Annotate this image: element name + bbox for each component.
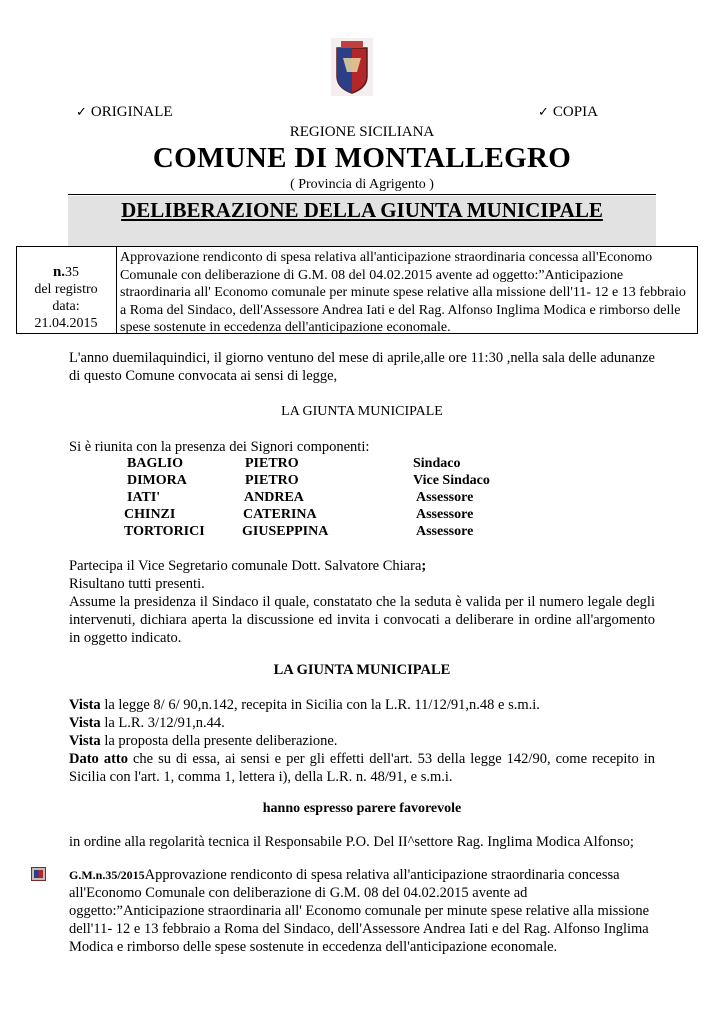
- registro-date: 21.04.2015: [34, 316, 98, 331]
- member-surname: DIMORA: [127, 473, 187, 488]
- member-row: [0, 473, 724, 490]
- parere-heading: hanno espresso parere favorevole: [262, 801, 462, 816]
- vista-line: Vista la proposta della presente deliberazione.: [69, 733, 338, 749]
- deliberazione-title: DELIBERAZIONE DELLA GIUNTA MUNICIPALE: [121, 198, 603, 222]
- gm-reference: G.M.n.35/2015: [69, 868, 145, 882]
- member-row: [0, 507, 724, 524]
- provincia-subtitle: ( Provincia di Agrigento ): [290, 177, 434, 192]
- section-heading: LA GIUNTA MUNICIPALE: [281, 404, 443, 419]
- partecipa-paragraph: Partecipa il Vice Segretario comunale Dott. Salvatore Chiara;: [69, 558, 427, 574]
- document-stamp-icon: [31, 867, 46, 881]
- region-title: REGIONE SICILIANA: [289, 124, 435, 140]
- originale-option: [76, 104, 173, 121]
- registro-info: [17, 264, 115, 332]
- comune-title: COMUNE DI MONTALLEGRO: [152, 142, 572, 174]
- gm-summary-text: Approvazione rendiconto di spesa relativa all'anticipazione straordinaria concessa all'Economo Comunale con deliberazione di G.M. 08 del 04.02.2015 avente ad oggetto:”Anticipazione straordinaria all' Economo comunale per minute spese relative alla missione dell'11- 12 e 13 febbraio a Roma del Sindaco, dell'Assessore Andrea Iati e del Rag. Alfonso Inglima Modica e rimborso delle spese sostenute in eccedenza dell'anticipazione economale.: [69, 867, 649, 955]
- presenti-paragraph: Risultano tutti presenti.: [69, 576, 205, 592]
- member-row: [0, 456, 724, 473]
- vista-line: Vista la L.R. 3/12/91,n.44.: [69, 715, 225, 731]
- member-role: Sindaco: [413, 456, 461, 471]
- member-role: Vice Sindaco: [413, 473, 490, 488]
- municipal-crest-icon: [331, 38, 373, 96]
- regolarita-paragraph: in ordine alla regolarità tecnica il Responsabile P.O. Del II^settore Rag. Inglima Modica Alfonso;: [69, 834, 634, 850]
- member-name: PIETRO: [245, 473, 299, 488]
- registro-data-label: data:: [52, 299, 80, 314]
- registro-label: del registro: [34, 282, 98, 297]
- section-heading-bold: LA GIUNTA MUNICIPALE: [273, 662, 451, 678]
- riunita-paragraph: Si è riunita con la presenza dei Signori componenti:: [69, 439, 370, 455]
- member-row: [0, 490, 724, 507]
- copia-label: COPIA: [552, 104, 598, 120]
- registro-number: n.35: [52, 264, 80, 280]
- member-name: PIETRO: [245, 456, 299, 471]
- member-role: Assessore: [416, 490, 474, 505]
- checkmark-icon: ✓: [538, 104, 549, 119]
- oggetto-text: Approvazione rendiconto di spesa relativa all'anticipazione straordinaria concessa all'Economo Comunale con deliberazione di G.M. 08 del 04.02.2015 avente ad oggetto:”Anticipazione straordinaria all' Economo comunale per minute spese relative alla missione dell'11- 12 e 13 febbraio a Roma del Sindaco, dell'Assessore Andrea Iati e del Rag. Alfonso Inglima Modica e rimborso delle spese sostenute in eccedenza dell'anticipazione economale.: [120, 250, 686, 335]
- member-role: Assessore: [416, 507, 474, 522]
- registro-box-divider: [116, 246, 117, 334]
- member-name: ANDREA: [244, 490, 304, 505]
- member-name: CATERINA: [243, 507, 317, 522]
- member-surname: BAGLIO: [127, 456, 184, 471]
- header-divider: [68, 194, 656, 195]
- member-surname: CHINZI: [124, 507, 176, 522]
- member-role: Assessore: [416, 524, 474, 539]
- member-row: [0, 524, 724, 541]
- originale-label: ORIGINALE: [90, 104, 173, 120]
- member-surname: IATI': [127, 490, 161, 505]
- member-name: GIUSEPPINA: [242, 524, 329, 539]
- checkmark-icon: ✓: [76, 104, 87, 119]
- intro-paragraph: L'anno duemilaquindici, il giorno ventuno del mese di aprile,alle ore 11:30 ,nella sala delle adunanze di questo Comune convocata ai sensi di legge,: [69, 350, 655, 384]
- dato-atto-paragraph: Dato atto che su di essa, ai sensi e per gli effetti dell'art. 53 della legge 142/90, come recepito in Sicilia con l'art. 1, comma 1, lettera i), della L.R. n. 48/91, e s.m.i.: [69, 751, 655, 785]
- copia-option: [538, 104, 598, 121]
- gm-summary-paragraph: [69, 866, 655, 956]
- vista-line: Vista la legge 8/ 6/ 90,n.142, recepita in Sicilia con la L.R. 11/12/91,n.48 e s.m.i.: [69, 697, 540, 713]
- member-surname: TORTORICI: [124, 524, 205, 539]
- assume-paragraph: Assume la presidenza il Sindaco il quale, constatato che la seduta è valida per il numero legale degli intervenuti, dichiara aperta la discussione ed invita i convocati a deliberare in ordine all'argomento in oggetto indicato.: [69, 594, 655, 646]
